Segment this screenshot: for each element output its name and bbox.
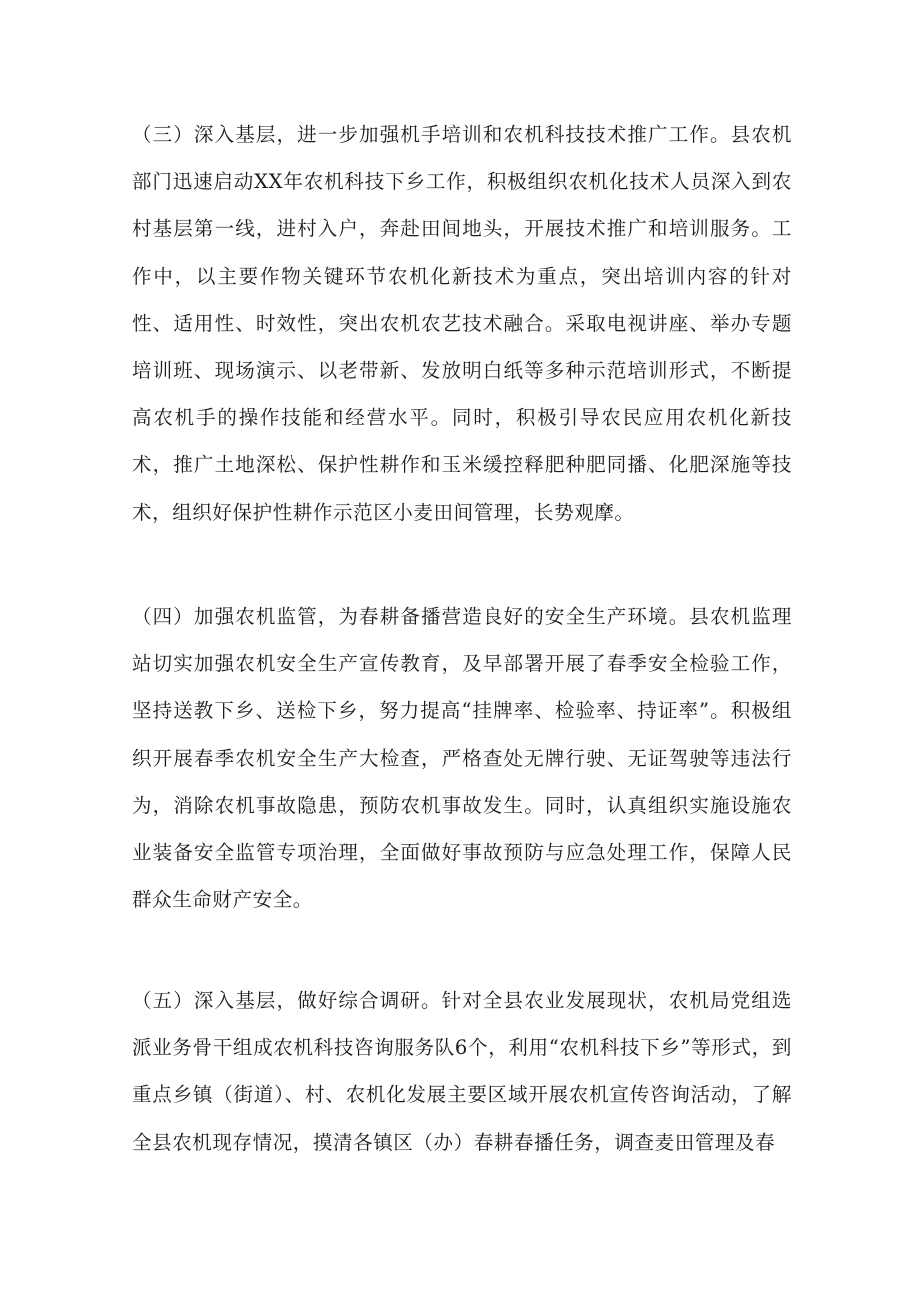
paragraph-section-four: （四）加强农机监管，为春耕备播营造良好的安全生产环境。县农机监理站切实加强农机安全生产宣传教育，及早部署开展了春季安全检验工作，坚持送教下乡、送检下乡，努力提高“挂牌率、检验率、持证率”。积极组织开展春季农机安全生产大检查，严格查处无牌行驶、无证驾驶等违法行为，消除农机事故隐患，预防农机事故发生。同时，认真组织实施设施农业装备安全监管专项治理，全面做好事故预防与应急处理工作，保障人民群众生命财产安全。 <box>132 605 792 912</box>
paragraph-section-five: （五）深入基层，做好综合调研。针对全县农业发展现状，农机局党组选派业务骨干组成农机科技咨询服务队6个，利用“农机科技下乡”等形式，到重点乡镇（街道）、村、农机化发展主要区域开展农机宣传咨询活动，了解全县农机现存情况，摸清各镇区（办）春耕春播任务，调查麦田管理及春 <box>132 989 792 1154</box>
paragraph-section-three: （三）深入基层，进一步加强机手培训和农机科技技术推广工作。县农机部门迅速启动XX年农机科技下乡工作，积极组织农机化技术人员深入到农村基层第一线，进村入户，奔赴田间地头，开展技术推广和培训服务。工作中，以主要作物关键环节农机化新技术为重点，突出培训内容的针对性、适用性、时效性，突出农机农艺技术融合。采取电视讲座、举办专题培训班、现场演示、以老带新、发放明白纸等多种示范培训形式，不断提高农机手的操作技能和经营水平。同时，积极引导农民应用农机化新技术，推广土地深松、保护性耕作和玉米缓控释肥种肥同播、化肥深施等技术，组织好保护性耕作示范区小麦田间管理，长势观摩。 <box>132 123 792 524</box>
